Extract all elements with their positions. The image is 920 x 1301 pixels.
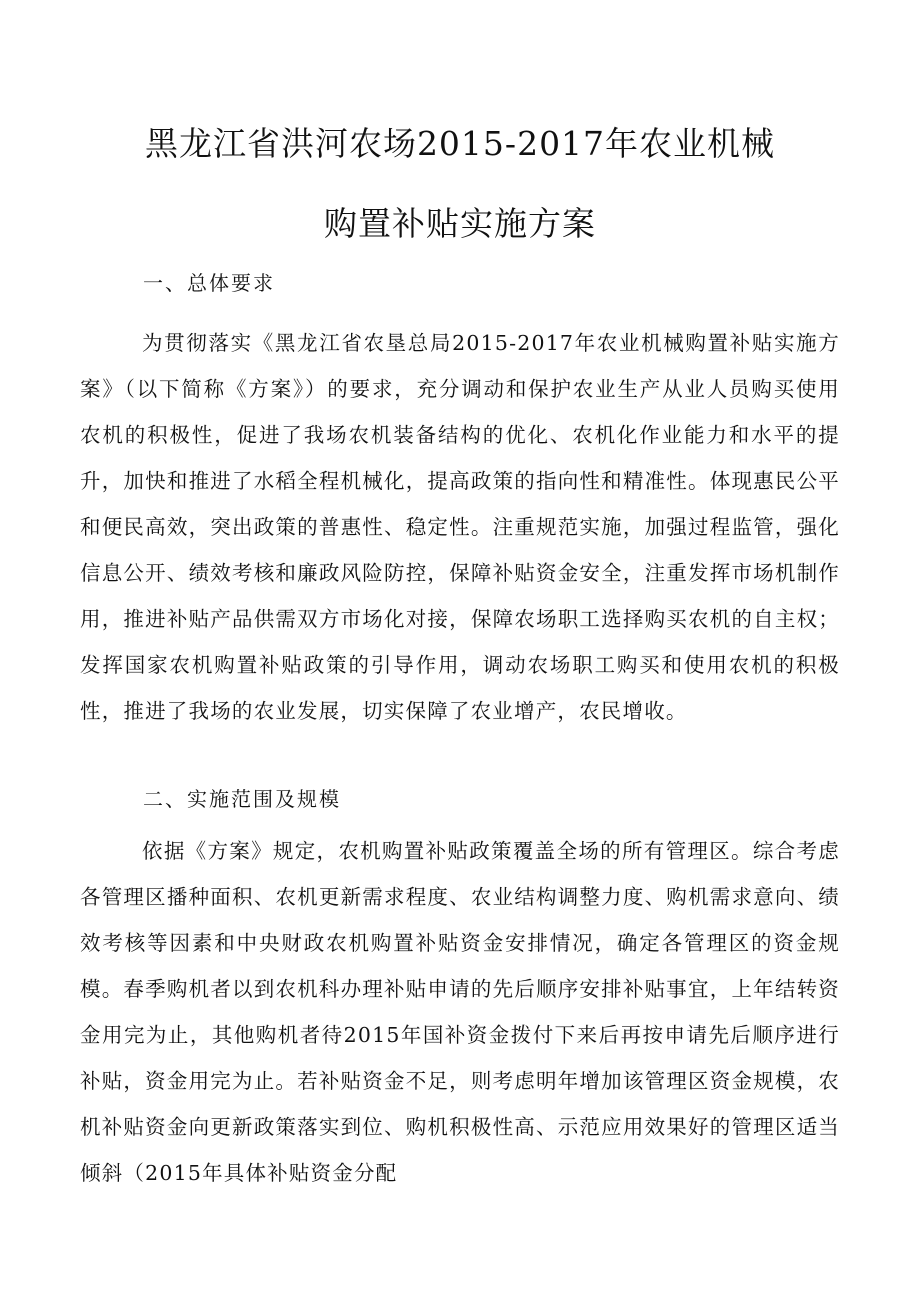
section-2-heading: 二、实施范围及规模 (143, 787, 341, 811)
document-title-line-1: 黑龙江省洪河农场2015-2017年农业机械 (144, 124, 776, 163)
document-title-line-2: 购置补贴实施方案 (324, 204, 596, 243)
section-2-paragraph: 依据《方案》规定，农机购置补贴政策覆盖全场的所有管理区。综合考虑各管理区播种面积、农机更新需求程度、农业结构调整力度、购机需求意向、绩效考核等因素和中央财政农机购置补贴资金安排情况，确定各管理区的资金规模。春季购机者以到农机科办理补贴申请的先后顺序安排补贴事宜，上年结转资金用完为止，其他购机者待2015年国补资金拨付下来后再按申请先后顺序进行补贴，资金用完为止。若补贴资金不足，则考虑明年增加该管理区资金规模，农机补贴资金向更新政策落实到位、购机积极性高、示范应用效果好的管理区适当倾斜（2015年具体补贴资金分配 (80, 839, 840, 1185)
section-1-heading: 一、总体要求 (143, 271, 275, 295)
section-1-paragraph: 为贯彻落实《黑龙江省农垦总局2015-2017年农业机械购置补贴实施方案》（以下简称《方案》）的要求，充分调动和保护农业生产从业人员购买使用农机的积极性，促进了我场农机装备结构的优化、农机化作业能力和水平的提升，加快和推进了水稻全程机械化，提高政策的指向性和精准性。体现惠民公平和便民高效，突出政策的普惠性、稳定性。注重规范实施，加强过程监管，强化信息公开、绩效考核和廉政风险防控，保障补贴资金安全，注重发挥市场机制作用，推进补贴产品供需双方市场化对接，保障农场职工选择购买农机的自主权；发挥国家农机购置补贴政策的引导作用，调动农场职工购买和使用农机的积极性，推进了我场的农业发展，切实保障了农业增产，农民增收。 (80, 331, 840, 723)
